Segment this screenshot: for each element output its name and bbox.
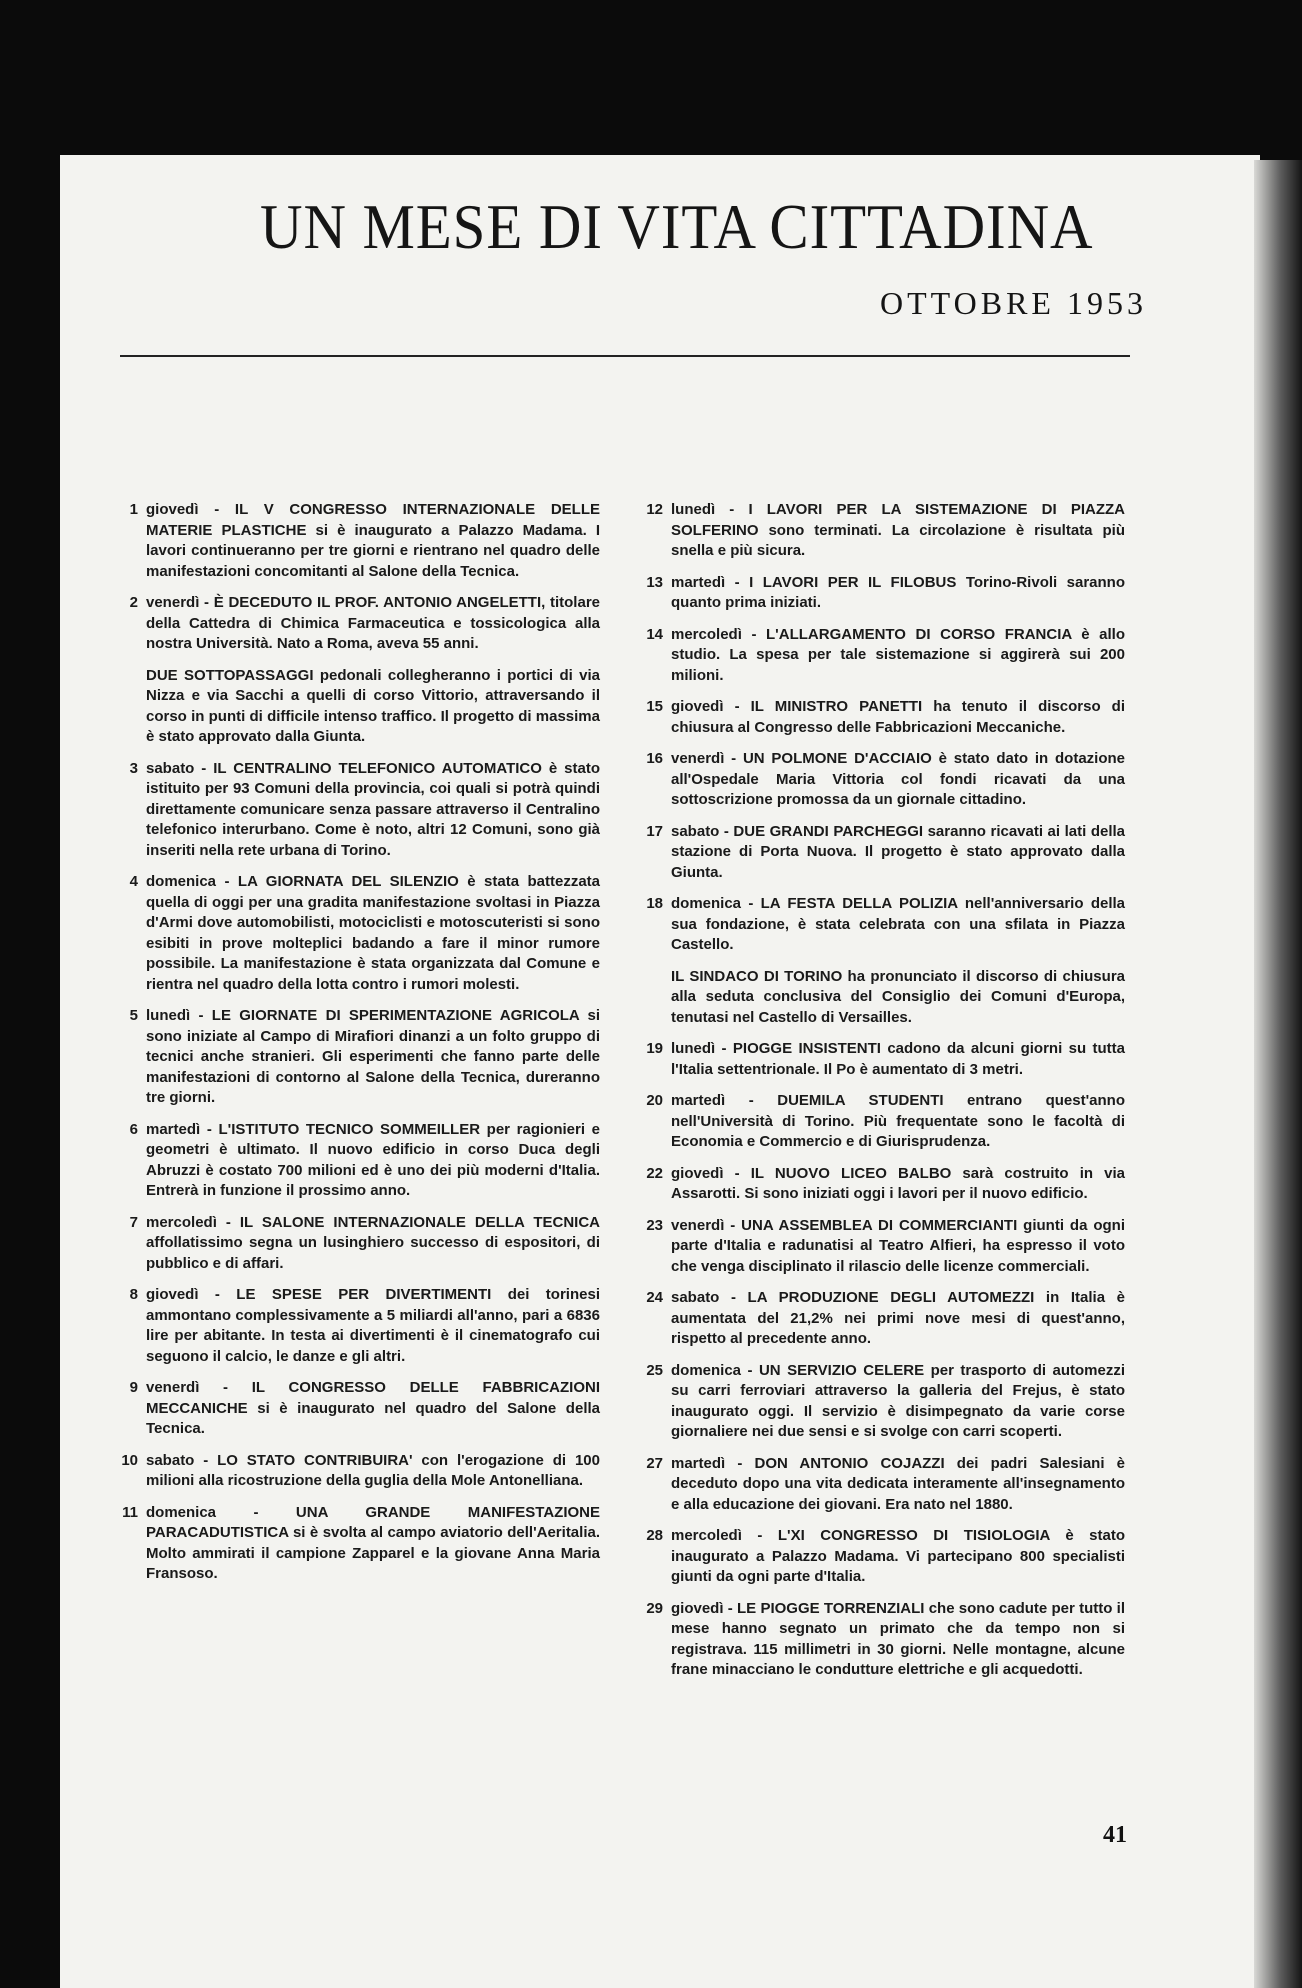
day-entry bbox=[120, 872, 600, 995]
entry-text: lunedì - PIOGGE INSISTENTI cadono da alcuni giorni su tutta l'Italia settentrionale. Il Po è aumentato di 3 metri. bbox=[671, 1040, 1125, 1078]
day-number: 3 bbox=[129, 759, 138, 777]
day-entry bbox=[645, 822, 1125, 884]
day-entry bbox=[120, 500, 600, 582]
entry-text: lunedì - I LAVORI PER LA SISTEMAZIONE DI PIAZZA SOLFERINO sono terminati. La circolazione è risultata più snella e più sicura. bbox=[671, 501, 1125, 559]
day-number: 8 bbox=[129, 1286, 138, 1303]
entry-text: venerdì - UNA ASSEMBLEA DI COMMERCIANTI giunti da ogni parte d'Italia e radunatisi al Teatro Alfieri, ha espresso il voto che venga disciplinato il rilascio delle licenze commerciali. bbox=[671, 1216, 1125, 1275]
day-number: 12 bbox=[646, 501, 663, 518]
day-entry bbox=[120, 1503, 600, 1585]
day-entry bbox=[645, 1288, 1125, 1350]
day-number: 17 bbox=[646, 822, 663, 840]
entry-body bbox=[671, 1454, 1125, 1516]
entry-text: venerdì - IL CONGRESSO DELLE FABBRICAZIONI MECCANICHE si è inaugurato nel quadro del Salone della Tecnica. bbox=[146, 1379, 600, 1437]
entry-body bbox=[146, 872, 600, 995]
day-number: 9 bbox=[129, 1379, 138, 1396]
day-entry bbox=[645, 1164, 1125, 1205]
entry-body bbox=[671, 697, 1125, 738]
entry-text: giovedì - IL MINISTRO PANETTI ha tenuto il discorso di chiusura al Congresso delle Fabbricazioni Meccaniche. bbox=[671, 698, 1125, 736]
entry-text: giovedì - LE SPESE PER DIVERTIMENTI dei torinesi ammontano complessivamente a 5 miliardi all'anno, pari a 6836 lire per abitante. In testa ai divertimenti è il cinematografo cui seguono il calcio, le danze e gli altri. bbox=[146, 1286, 600, 1365]
day-entry bbox=[645, 1454, 1125, 1516]
day-number: 7 bbox=[129, 1213, 138, 1231]
entry-body bbox=[671, 1599, 1125, 1681]
entry-text: sabato - IL CENTRALINO TELEFONICO AUTOMATICO è stato istituito per 93 Comuni della provincia, coi quali si potrà quindi direttamente comunicare senza passare attraverso il Centralino telefonico interurbano. Come è noto, altri 12 Comuni, sono già inseriti nella rete urbana di Torino. bbox=[146, 759, 600, 859]
entry-text: venerdì - UN POLMONE D'ACCIAIO è stato dato in dotazione all'Ospedale Maria Vittoria col fondi ricavati da una sottoscrizione promossa da un giornale cittadino. bbox=[671, 750, 1125, 808]
entry-text: sabato - LA PRODUZIONE DEGLI AUTOMEZZI in Italia è aumentata del 21,2% nei primi nove mesi di quest'anno, rispetto al precedente anno. bbox=[671, 1289, 1125, 1347]
day-number: 15 bbox=[646, 698, 663, 715]
day-number: 4 bbox=[129, 873, 138, 890]
day-entry bbox=[120, 1378, 600, 1440]
page-subtitle: OTTOBRE 1953 bbox=[880, 285, 1147, 321]
day-number: 5 bbox=[129, 1007, 138, 1024]
entry-body bbox=[671, 573, 1125, 614]
entry-body bbox=[146, 500, 600, 582]
entry-body bbox=[671, 822, 1125, 884]
day-number: 11 bbox=[122, 1503, 138, 1521]
title-divider bbox=[120, 355, 1130, 357]
day-number: 23 bbox=[646, 1216, 663, 1234]
day-number: 10 bbox=[121, 1451, 138, 1469]
entry-body bbox=[146, 1120, 600, 1202]
day-entry bbox=[120, 1285, 600, 1367]
day-number: 18 bbox=[646, 895, 663, 912]
entry-text: domenica - LA FESTA DELLA POLIZIA nell'anniversario della sua fondazione, è stata celebrata con una sfilata in Piazza Castello. bbox=[671, 895, 1125, 953]
day-entry bbox=[645, 697, 1125, 738]
entry-body bbox=[146, 1378, 600, 1440]
entry-body bbox=[671, 625, 1125, 687]
entry-body bbox=[146, 1006, 600, 1109]
entry-body bbox=[146, 1503, 600, 1585]
entry-text: domenica - UN SERVIZIO CELERE per trasporto di automezzi su carri ferroviari attraverso la galleria del Frejus, è stato inaugurato oggi. Il servizio è disimpegnato da varie corse giornaliere nei due sensi e si svolge con carri scoperti. bbox=[671, 1361, 1125, 1440]
entry-body bbox=[671, 1164, 1125, 1205]
entry-text: lunedì - LE GIORNATE DI SPERIMENTAZIONE AGRICOLA si sono iniziate al Campo di Mirafiori dinanzi a un folto gruppo di tecnici anche stranieri. Gli esperimenti che fanno parte delle manifestazioni di contorno al Salone della Tecnica, dureranno tre giorni. bbox=[146, 1007, 600, 1106]
entry-text: mercoledì - L'XI CONGRESSO DI TISIOLOGIA è stato inaugurato a Palazzo Madama. Vi partecipano 800 specialisti giunti da ogni parte d'Italia. bbox=[671, 1527, 1125, 1585]
entry-text: giovedì - LE PIOGGE TORRENZIALI che sono cadute per tutto il mese hanno segnato un primato che da tempo non si registrava. 115 millimetri in 30 giorni. Nelle montagne, alcune frane minacciano le condutture elettriche e gli acquedotti. bbox=[671, 1599, 1125, 1678]
day-number: 24 bbox=[646, 1289, 663, 1306]
day-number: 20 bbox=[646, 1092, 663, 1109]
entry-text: mercoledì - L'ALLARGAMENTO DI CORSO FRANCIA è allo studio. La spesa per tale sistemazione si aggirerà sui 200 milioni. bbox=[671, 625, 1125, 684]
entry-text: martedì - DON ANTONIO COJAZZI dei padri Salesiani è deceduto dopo una vita dedicata interamente all'insegnamento e alla educazione dei giovani. Era nato nel 1880. bbox=[671, 1454, 1125, 1513]
day-number: 28 bbox=[646, 1527, 663, 1544]
day-entry bbox=[645, 1361, 1125, 1443]
day-entry bbox=[120, 759, 600, 862]
day-number: 22 bbox=[646, 1164, 663, 1182]
day-entry bbox=[120, 593, 600, 748]
entry-body bbox=[146, 1213, 600, 1275]
entry-extra-paragraph: IL SINDACO DI TORINO ha pronunciato il discorso di chiusura alla seduta conclusiva del Consiglio dei Comuni d'Europa, tenutasi nel Castello di Versailles. bbox=[671, 967, 1125, 1026]
day-entry bbox=[645, 573, 1125, 614]
day-number: 27 bbox=[646, 1454, 663, 1472]
day-entry bbox=[645, 1091, 1125, 1153]
entry-body bbox=[146, 1285, 600, 1367]
entry-text: venerdì - È DECEDUTO IL PROF. ANTONIO ANGELETTI, titolare della Cattedra di Chimica Farmaceutica e tossicologica alla nostra Università. Nato a Roma, aveva 55 anni. bbox=[146, 594, 600, 652]
entry-text: sabato - DUE GRANDI PARCHEGGI saranno ricavati ai lati della stazione di Porta Nuova. Il progetto è stato approvato dalla Giunta. bbox=[671, 822, 1125, 881]
entry-body bbox=[671, 1091, 1125, 1153]
day-entry bbox=[645, 625, 1125, 687]
entry-text: domenica - UNA GRANDE MANIFESTAZIONE PARACADUTISTICA si è svolta al campo aviatorio dell'Aeritalia. Molto ammirati il campione Zapparel e la giovane Anna Maria Fransoso. bbox=[146, 1503, 600, 1582]
entry-text: martedì - L'ISTITUTO TECNICO SOMMEILLER per ragionieri e geometri è ultimato. Il nuovo edificio in corso Duca degli Abruzzi è costato 700 milioni ed è uno dei più moderni d'Italia. Entrerà in funzione il prossimo anno. bbox=[146, 1120, 600, 1199]
entry-body bbox=[671, 1526, 1125, 1588]
day-number: 2 bbox=[129, 594, 138, 611]
day-entry bbox=[645, 500, 1125, 562]
entry-body bbox=[671, 1288, 1125, 1350]
page-edge-shadow bbox=[1254, 160, 1302, 1988]
day-number: 13 bbox=[646, 573, 663, 591]
entry-body bbox=[146, 759, 600, 862]
entry-text: martedì - DUEMILA STUDENTI entrano quest'anno nell'Università di Torino. Più frequentate sono le facoltà di Economia e Commercio e di Giurisprudenza. bbox=[671, 1092, 1125, 1150]
day-entry bbox=[645, 1599, 1125, 1681]
day-number: 16 bbox=[646, 750, 663, 767]
day-number: 6 bbox=[129, 1120, 138, 1138]
day-entry bbox=[645, 1039, 1125, 1080]
entry-body bbox=[671, 1039, 1125, 1080]
day-entry bbox=[645, 1216, 1125, 1278]
day-number: 14 bbox=[646, 625, 663, 643]
day-number: 25 bbox=[646, 1361, 663, 1379]
day-number: 1 bbox=[129, 501, 138, 518]
day-entry bbox=[120, 1451, 600, 1492]
entry-text: martedì - I LAVORI PER IL FILOBUS Torino-Rivoli saranno quanto prima iniziati. bbox=[671, 573, 1125, 611]
right-column bbox=[645, 500, 1125, 1692]
entry-body bbox=[671, 1216, 1125, 1278]
day-entry bbox=[120, 1120, 600, 1202]
day-entry bbox=[645, 894, 1125, 1028]
entry-body bbox=[146, 1451, 600, 1492]
entry-text: sabato - LO STATO CONTRIBUIRA' con l'erogazione di 100 milioni alla ricostruzione della guglia della Mole Antonelliana. bbox=[146, 1451, 600, 1489]
day-number: 29 bbox=[646, 1599, 663, 1617]
entry-extra-paragraph: DUE SOTTOPASSAGGI pedonali collegheranno i portici di via Nizza e via Sacchi a quelli di corso Vittorio, attraversando il corso in punti di difficile intenso traffico. Il progetto di massima è stato approvato dalla Giunta. bbox=[146, 666, 600, 745]
page-number: 41 bbox=[1103, 1822, 1127, 1848]
entry-text: giovedì - IL NUOVO LICEO BALBO sarà costruito in via Assarotti. Si sono iniziati oggi i lavori per il nuovo edificio. bbox=[671, 1164, 1125, 1202]
left-column bbox=[120, 500, 600, 1596]
entry-text: giovedì - IL V CONGRESSO INTERNAZIONALE DELLE MATERIE PLASTICHE si è inaugurato a Palazzo Madama. I lavori continueranno per tre giorni e rientrano nel quadro delle manifestazioni concomitanti al Salone della Tecnica. bbox=[146, 501, 600, 580]
day-entry bbox=[645, 749, 1125, 811]
day-entry bbox=[645, 1526, 1125, 1588]
page-title: UN MESE DI VITA CITTADINA bbox=[260, 191, 1094, 262]
day-entry bbox=[120, 1006, 600, 1109]
day-number: 19 bbox=[646, 1040, 663, 1057]
day-entry bbox=[120, 1213, 600, 1275]
entry-body bbox=[146, 593, 600, 748]
entry-text: mercoledì - IL SALONE INTERNAZIONALE DELLA TECNICA affollatissimo segna un lusinghiero successo di espositori, di pubblico e di affari. bbox=[146, 1213, 600, 1272]
entry-body bbox=[671, 500, 1125, 562]
entry-text: domenica - LA GIORNATA DEL SILENZIO è stata battezzata quella di oggi per una gradita manifestazione svoltasi in Piazza d'Armi dove automobilisti, motociclisti e motoscuteristi si sono esibiti in prove molteplici badando a fare il minor rumore possibile. La manifestazione è stata organizzata dal Comune e rientra nel quadro della lotta contro i rumori molesti. bbox=[146, 873, 600, 993]
entry-body bbox=[671, 1361, 1125, 1443]
entry-body bbox=[671, 894, 1125, 1028]
entry-body bbox=[671, 749, 1125, 811]
